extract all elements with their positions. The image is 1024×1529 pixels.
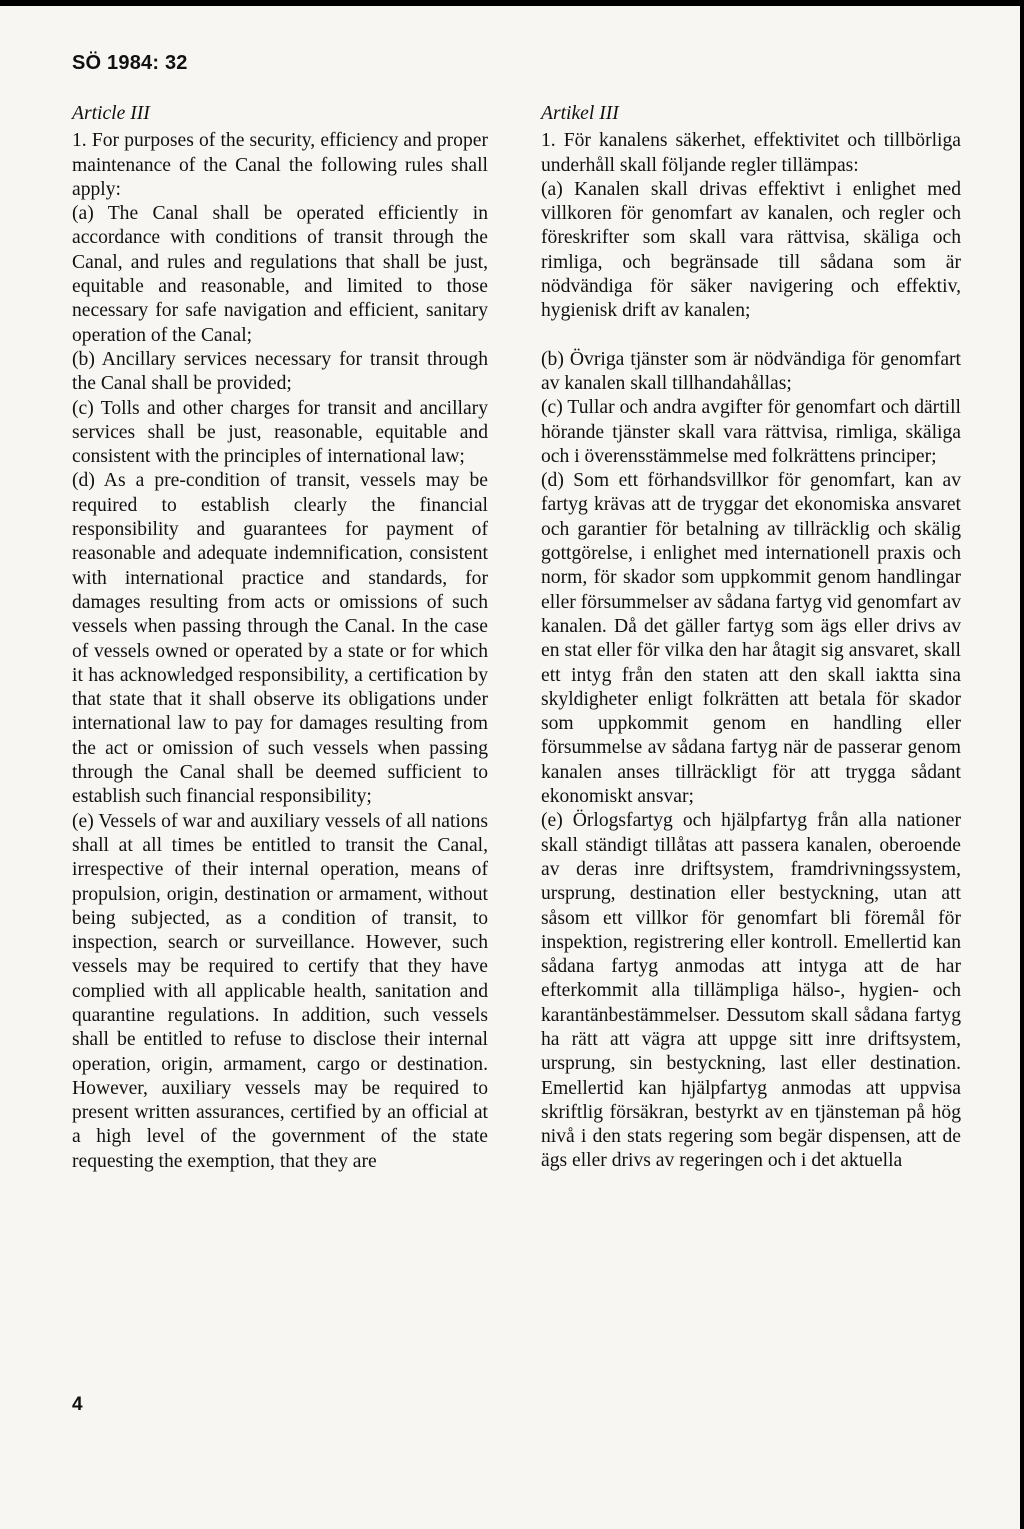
paragraph-en-b: (b) Ancillary services necessary for transit through the Canal shall be provided; — [72, 348, 488, 395]
english-column — [72, 102, 488, 1174]
paragraph-sv-b: (b) Övriga tjänster som är nödvändiga för genomfart av kanalen skall tillhandahållas; — [541, 348, 961, 394]
paragraph-en-e: (e) Vessels of war and auxiliary vessels of all nations shall at all times be entitled to transit the Canal, irrespective of their internal operation, means of propulsion, origin, destination or armament, without being subjected, as a condition of transit, to inspection, search or surveillance. However, such vessels may be required to certify that they have complied with all applicable health, sanitation and quarantine regulations. In addition, such vessels shall be entitled to refuse to disclose their internal operation, origin, armament, cargo or destination. However, auxiliary vessels may be required to present written assurances, certified by an official at a high level of the government of the state requesting the exemption, that they are — [72, 810, 488, 1172]
paragraph-en-c: (c) Tolls and other charges for transit and ancillary services shall be just, reasonable, equitable and consistent with the principles of international law; — [72, 397, 488, 468]
page-number: 4 — [72, 1394, 83, 1415]
paragraph-en-a: (a) The Canal shall be operated efficiently in accordance with conditions of transit through the Canal, and rules and regulations that shall be just, equitable and reasonable, and limited to those necessary for safe navigation and efficient, sanitary operation of the Canal; — [72, 203, 488, 346]
paragraph-sv-c: (c) Tullar och andra avgifter för genomfart och därtill hörande tjänster skall vara rättvisa, rimliga, skäliga och i överensstämmelse med folkrättens principer; — [541, 397, 961, 467]
paragraph-sv-1: 1. För kanalens säkerhet, effektivitet och tillbörliga underhåll skall följande regler tillämpas: — [541, 130, 961, 176]
paragraph-sv-d: (d) Som ett förhandsvillkor för genomfart, kan av fartyg krävas att de tryggar det ekonomiska ansvaret och garantier för betalning av tillräcklig och skälig gottgörelse, i enlighet med internationell praxis och norm, för skador som uppkommit genom handlingar eller försummelser av sådana fartyg vid genomfart av kanalen. Då det gäller fartyg som ägs eller drivs av en stat eller för vilka den har åtagit sig ansvaret, skall ett intyg från den staten att den skall iaktta sina skyldigheter enligt folkrätten att betala för skador som uppkommit genom en handling eller försummelse av sådana fartyg när de passerar genom kanalen anses tillräckligt för att trygga sådant ekonomiskt ansvar; — [541, 470, 961, 808]
paragraph-en-1: 1. For purposes of the security, efficiency and proper maintenance of the Canal the following rules shall apply: — [72, 130, 488, 200]
article-title-sv: Artikel III — [541, 103, 619, 124]
paragraph-sv-a: (a) Kanalen skall drivas effektivt i enlighet med villkoren för genomfart av kanalen, och regler och föreskrifter som skall vara rättvisa, skäliga och rimliga, och begränsade till sådana som är nödvändiga för säker navigering och effektiv, hygienisk drift av kanalen; — [541, 178, 961, 322]
swedish-column — [541, 102, 961, 1174]
paragraph-en-d: (d) As a pre-condition of transit, vessels may be required to establish clearly the financial responsibility and guarantees for payment of reasonable and adequate indemnification, consistent with international practice and standards, for damages resulting from acts or omissions of such vessels when passing through the Canal. In the case of vessels owned or operated by a state or for which it has acknowledged responsibility, a certification by that state that it shall observe its obligations under international law to pay for damages resulting from the act or omission of such vessels when passing through the Canal shall be deemed sufficient to establish such financial responsibility; — [72, 470, 488, 808]
article-title-en: Article III — [72, 103, 150, 124]
document-page — [0, 6, 1020, 1529]
paragraph-sv-e: (e) Örlogsfartyg och hjälpfartyg från alla nationer skall ständigt tillåtas att passera kanalen, oberoende av deras inre driftsystem, framdrivningssystem, ursprung, destination eller bestyckning, utan att såsom ett villkor för genomfart bli föremål för inspektion, registrering eller kontroll. Emellertid kan sådana fartyg anmodas att intyga att de har efterkommit alla tillämpliga hälso-, hygien- och karantänbestämmelser. Dessutom skall sådana fartyg ha rätt att vägra att uppge sitt inre driftsystem, ursprung, sin bestyckning, last eller destination. Emellertid kan hjälpfartyg anmodas att uppvisa skriftlig försäkran, bestyrkt av en tjänsteman på hög nivå i den stats regering som begär dispensen, att de ägs eller drivs av regeringen och i det aktuella — [541, 810, 961, 1172]
document-id: SÖ 1984: 32 — [72, 52, 188, 74]
